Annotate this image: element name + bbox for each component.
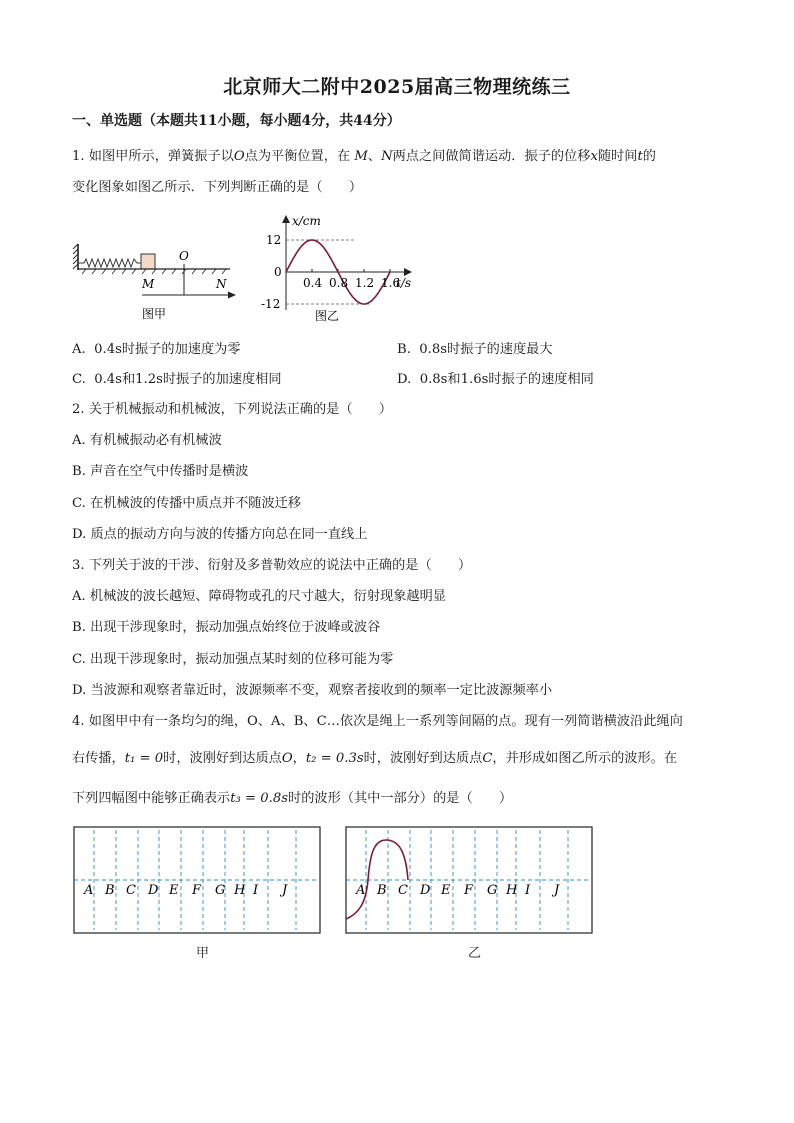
q4-caption-yi: 乙	[468, 946, 482, 961]
y-axis-label: x/cm	[292, 214, 321, 228]
q2-option-c[interactable]: C. 在机械波的传播中质点并不随波迁移	[72, 496, 302, 511]
point-label-F: F	[464, 883, 474, 898]
q3-option-a[interactable]: A. 机械波的波长越短、障碍物或孔的尺寸越大，衍射现象越明显	[72, 589, 446, 604]
q2-option-b[interactable]: B. 声音在空气中传播时是横波	[72, 464, 249, 479]
oscillator-block	[141, 254, 155, 269]
x-axis-label: t/s	[396, 276, 412, 290]
point-label-B: B	[105, 883, 115, 898]
point-label-G: G	[215, 883, 226, 898]
y-tick-12: 12	[266, 233, 282, 247]
point-label-I: I	[253, 883, 259, 898]
q4-figure-jia	[72, 826, 322, 936]
x-tick-label-1.2: 1.2	[355, 276, 375, 290]
section-heading: 一、单选题（本题共11小题，每小题4分，共44分）	[72, 113, 401, 129]
ground-hatch	[82, 269, 226, 274]
point-label-E: E	[169, 883, 179, 898]
q4-figure-yi	[344, 826, 594, 936]
point-label-J: J	[554, 883, 560, 898]
q1-option-d[interactable]: D. 0.8s和1.6s时振子的速度相同	[397, 372, 594, 387]
q3-option-d[interactable]: D. 当波源和观察者靠近时，波源频率不变，观察者接收到的频率一定比波源频率小	[72, 683, 553, 698]
x-tick-label-0.4: 0.4	[303, 276, 323, 290]
point-label-E: E	[441, 883, 451, 898]
point-label-D: D	[420, 883, 431, 898]
q1-figure-jia	[72, 240, 242, 322]
label-M: M	[142, 277, 155, 291]
point-label-J: J	[282, 883, 288, 898]
label-N: N	[216, 277, 227, 291]
q4-stem-line1: 4. 如图甲中有一条均匀的绳，O、A、B、C…依次是绳上一系列等间隔的点。现有一列简谐横波沿此绳向	[72, 714, 683, 729]
q1-option-b[interactable]: B. 0.8s时振子的速度最大	[397, 342, 553, 357]
q1-stem-line1: 1. 如图甲所示，弹簧振子以O点为平衡位置，在 M、N两点之间做简谐运动．振子的位移x随时间t的	[72, 149, 656, 164]
q1-option-c[interactable]: C. 0.4s和1.2s时振子的加速度相同	[72, 372, 282, 387]
point-label-B: B	[377, 883, 387, 898]
axis-arrowhead	[228, 292, 236, 299]
q2-option-d[interactable]: D. 质点的振动方向与波的传播方向总在同一直线上	[72, 527, 368, 542]
point-label-A: A	[84, 883, 94, 898]
y-tick-0: 0	[274, 265, 282, 279]
label-O: O	[179, 249, 189, 263]
q1-stem-line2: 变化图象如图乙所示．下列判断正确的是（ ）	[72, 180, 363, 195]
point-label-C: C	[398, 883, 408, 898]
q4-stem-line3: 下列四幅图中能够正确表示t₃ = 0.8s时的波形（其中一部分）的是（ ）	[72, 791, 513, 806]
point-label-G: G	[487, 883, 498, 898]
point-label-C: C	[126, 883, 136, 898]
q4-stem-line2: 右传播，t₁ = 0时，波刚好到达质点O，t₂ = 0.3s时，波刚好到达质点C，并形成如图乙所示的波形。在	[72, 751, 678, 766]
x-tick-label-0.8: 0.8	[329, 276, 349, 290]
y-tick-neg12: -12	[261, 297, 281, 311]
point-label-F: F	[192, 883, 202, 898]
q2-stem: 2. 关于机械振动和机械波，下列说法正确的是（ ）	[72, 402, 393, 417]
page-title: 北京师大二附中2025届高三物理统练三	[223, 76, 571, 98]
spring	[78, 259, 141, 267]
point-label-I: I	[525, 883, 531, 898]
point-label-A: A	[356, 883, 366, 898]
q2-option-a[interactable]: A. 有机械振动必有机械波	[72, 433, 222, 448]
q3-option-b[interactable]: B. 出现干涉现象时，振动加强点始终位于波峰或波谷	[72, 620, 381, 635]
q4-caption-jia: 甲	[196, 946, 210, 961]
point-label-H: H	[506, 883, 518, 898]
q3-option-c[interactable]: C. 出现干涉现象时，振动加强点某时刻的位移可能为零	[72, 652, 394, 667]
caption-yi: 图乙	[315, 309, 340, 323]
point-label-H: H	[234, 883, 246, 898]
q3-stem: 3. 下列关于波的干涉、衍射及多普勒效应的说法中正确的是（ ）	[72, 558, 472, 573]
q1-option-a[interactable]: A. 0.4s时振子的加速度为零	[72, 342, 241, 357]
caption-jia: 图甲	[142, 307, 167, 321]
q1-figure-yi	[255, 212, 425, 324]
x-tick-label-1.6: 1.6	[381, 276, 401, 290]
point-label-D: D	[148, 883, 159, 898]
